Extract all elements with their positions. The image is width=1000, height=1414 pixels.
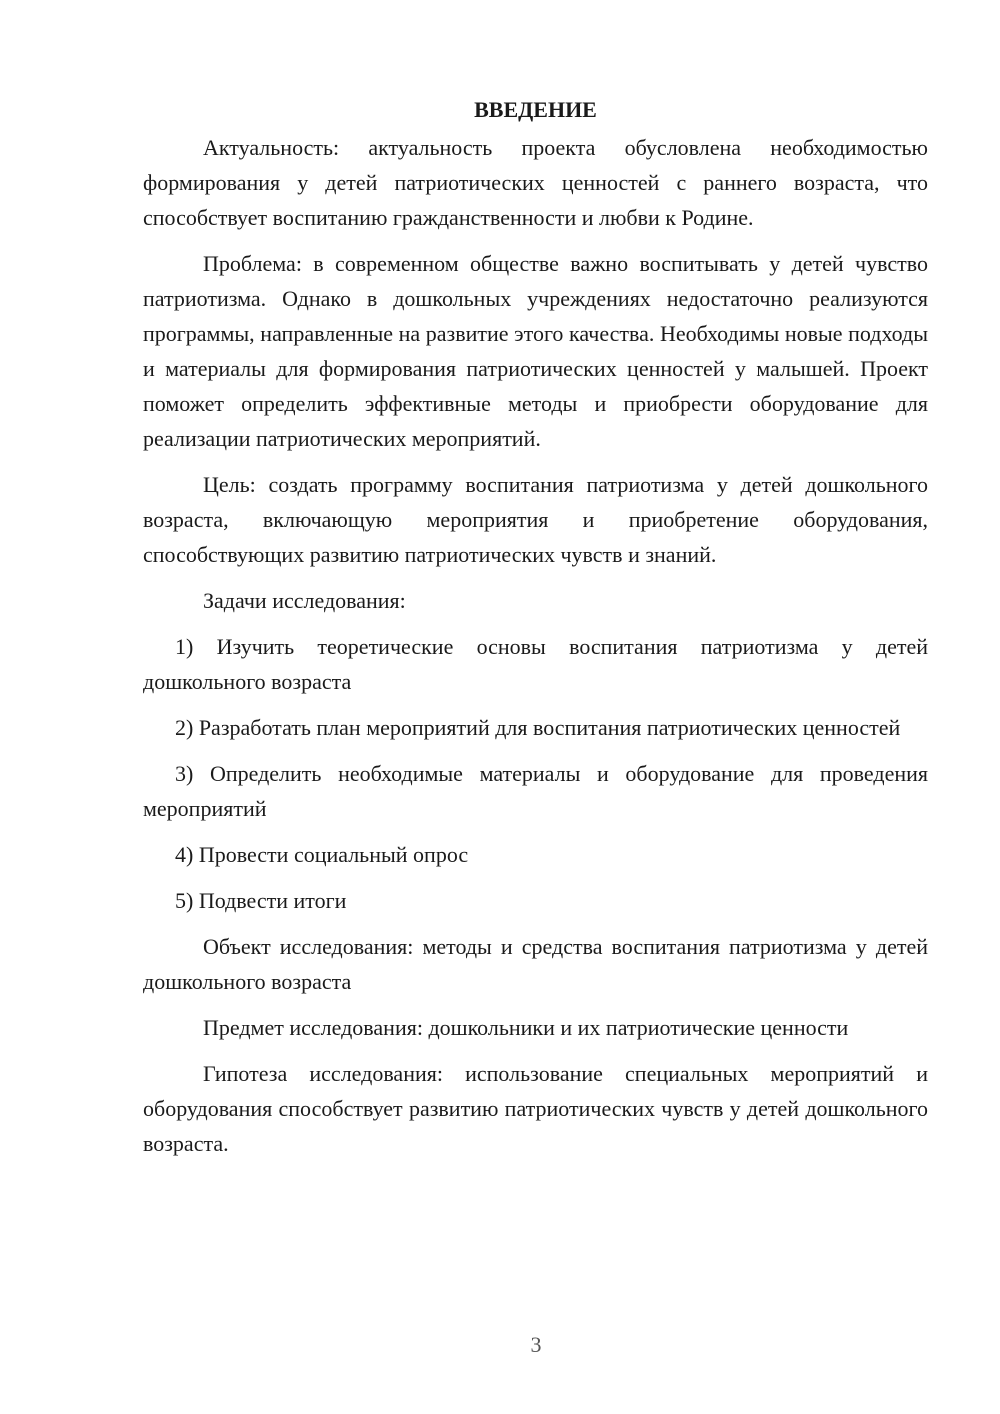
relevance-paragraph: Актуальность: актуальность проекта обусловлена необходимостью формирования у детей патриотических ценностей с раннего возраста, что способствует воспитанию гражданственности и любви к Родине.: [143, 135, 928, 230]
section-title: ВВЕДЕНИЕ: [474, 97, 597, 122]
task-item-3: 3) Определить необходимые материалы и оборудование для проведения мероприятий: [143, 761, 928, 821]
task-item-1: 1) Изучить теоретические основы воспитания патриотизма у детей дошкольного возраста: [143, 634, 928, 694]
object-paragraph: Объект исследования: методы и средства воспитания патриотизма у детей дошкольного возраста: [143, 934, 928, 994]
problem-paragraph: Проблема: в современном обществе важно воспитывать у детей чувство патриотизма. Однако в дошкольных учреждениях недостаточно реализуются программы, направленные на развитие этого качества. Необходимы новые подходы и материалы для формирования патриотических ценностей у малышей. Проект поможет определить эффективные методы и приобрести оборудование для реализации патриотических мероприятий.: [143, 251, 928, 451]
tasks-heading: Задачи исследования:: [203, 588, 406, 613]
task-item-4: 4) Провести социальный опрос: [175, 842, 469, 867]
hypothesis-paragraph: Гипотеза исследования: использование специальных мероприятий и оборудования способствует развитию патриотических чувств у детей дошкольного возраста.: [143, 1061, 928, 1156]
document-page: [143, 92, 928, 1172]
task-item-5: 5) Подвести итоги: [175, 888, 347, 913]
task-item-2: 2) Разработать план мероприятий для воспитания патриотических ценностей: [175, 715, 901, 740]
page-number: 3: [530, 1332, 542, 1357]
goal-paragraph: Цель: создать программу воспитания патриотизма у детей дошкольного возраста, включающую мероприятия и приобретение оборудования, способствующих развитию патриотических чувств и знаний.: [143, 472, 928, 567]
subject-paragraph: Предмет исследования: дошкольники и их патриотические ценности: [203, 1015, 849, 1040]
